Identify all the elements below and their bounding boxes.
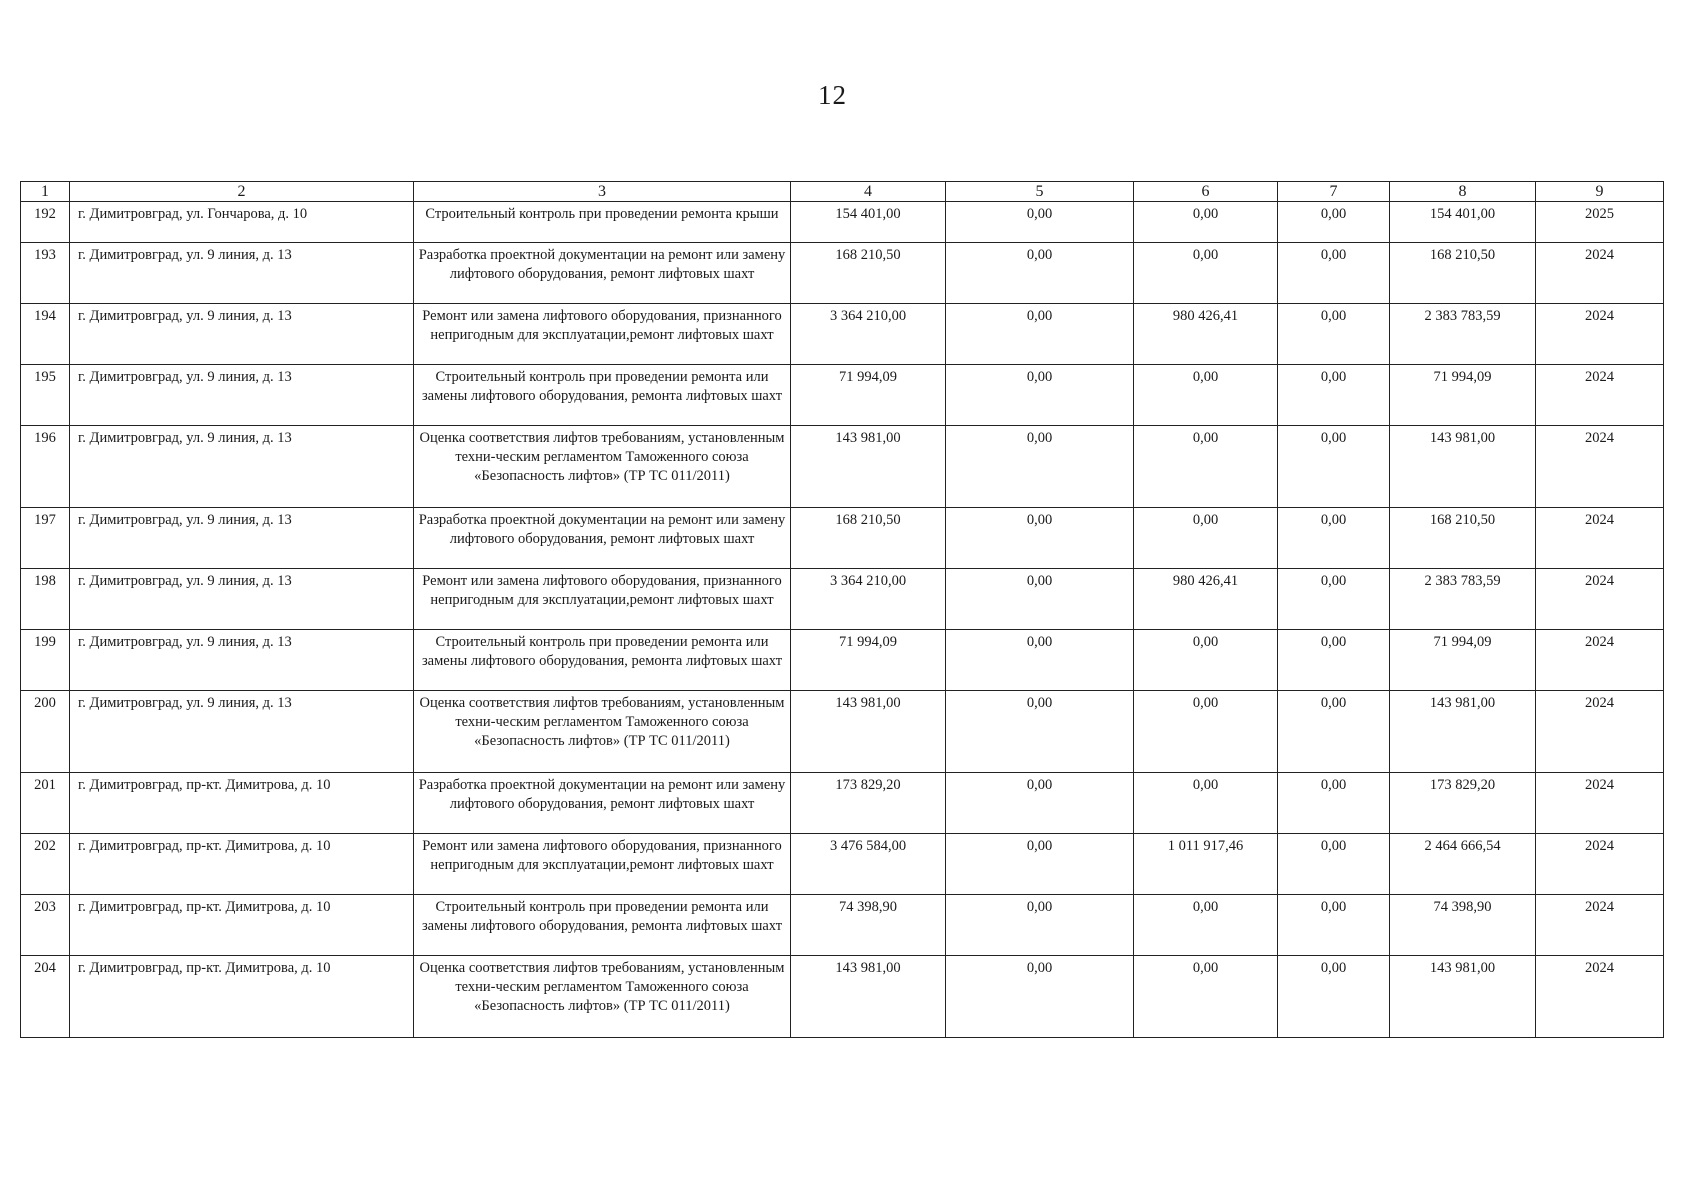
- column-number-header-row: [21, 182, 1664, 202]
- address-cell: г. Димитровград, ул. 9 линия, д. 13: [70, 630, 414, 691]
- col7-amount-cell: 0,00: [1278, 243, 1390, 304]
- col6-amount-cell: 0,00: [1134, 773, 1278, 834]
- year-cell: 2024: [1536, 508, 1664, 569]
- year-cell: 2024: [1536, 569, 1664, 630]
- total-cost-cell: 143 981,00: [791, 426, 946, 508]
- col6-amount-cell: 0,00: [1134, 365, 1278, 426]
- total-cost-cell: 168 210,50: [791, 508, 946, 569]
- table-row: [21, 895, 1664, 956]
- year-cell: 2024: [1536, 956, 1664, 1038]
- year-cell: 2024: [1536, 426, 1664, 508]
- col5-amount-cell: 0,00: [946, 365, 1134, 426]
- year-cell: 2024: [1536, 834, 1664, 895]
- row-number-cell: 201: [21, 773, 70, 834]
- col7-amount-cell: 0,00: [1278, 304, 1390, 365]
- address-cell: г. Димитровград, ул. 9 линия, д. 13: [70, 508, 414, 569]
- year-cell: 2024: [1536, 630, 1664, 691]
- address-cell: г. Димитровград, ул. Гончарова, д. 10: [70, 202, 414, 243]
- total-cost-cell: 3 364 210,00: [791, 304, 946, 365]
- address-cell: г. Димитровград, ул. 9 линия, д. 13: [70, 365, 414, 426]
- col6-amount-cell: 0,00: [1134, 202, 1278, 243]
- total-cost-cell: 168 210,50: [791, 243, 946, 304]
- address-cell: г. Димитровград, ул. 9 линия, д. 13: [70, 569, 414, 630]
- year-cell: 2024: [1536, 243, 1664, 304]
- col7-amount-cell: 0,00: [1278, 956, 1390, 1038]
- work-type-cell: Строительный контроль при проведении ремонта или замены лифтового оборудования, ремонта лифтовых шахт: [414, 895, 791, 956]
- col5-amount-cell: 0,00: [946, 426, 1134, 508]
- col8-amount-cell: 168 210,50: [1390, 243, 1536, 304]
- year-cell: 2024: [1536, 691, 1664, 773]
- row-number-cell: 202: [21, 834, 70, 895]
- page-number: 12: [818, 80, 847, 110]
- col7-amount-cell: 0,00: [1278, 895, 1390, 956]
- col8-amount-cell: 143 981,00: [1390, 956, 1536, 1038]
- column-header: 3: [414, 182, 791, 202]
- column-header: 8: [1390, 182, 1536, 202]
- col5-amount-cell: 0,00: [946, 691, 1134, 773]
- table-row: [21, 569, 1664, 630]
- row-number-cell: 200: [21, 691, 70, 773]
- column-header: 2: [70, 182, 414, 202]
- address-cell: г. Димитровград, ул. 9 линия, д. 13: [70, 426, 414, 508]
- total-cost-cell: 154 401,00: [791, 202, 946, 243]
- work-type-cell: Разработка проектной документации на ремонт или замену лифтового оборудования, ремонт лифтовых шахт: [414, 773, 791, 834]
- row-number-cell: 198: [21, 569, 70, 630]
- col5-amount-cell: 0,00: [946, 243, 1134, 304]
- col5-amount-cell: 0,00: [946, 569, 1134, 630]
- table-row: [21, 773, 1664, 834]
- col8-amount-cell: 2 383 783,59: [1390, 569, 1536, 630]
- col6-amount-cell: 0,00: [1134, 508, 1278, 569]
- col7-amount-cell: 0,00: [1278, 365, 1390, 426]
- col6-amount-cell: 980 426,41: [1134, 304, 1278, 365]
- col7-amount-cell: 0,00: [1278, 691, 1390, 773]
- col5-amount-cell: 0,00: [946, 304, 1134, 365]
- total-cost-cell: 3 476 584,00: [791, 834, 946, 895]
- table-row: [21, 426, 1664, 508]
- col7-amount-cell: 0,00: [1278, 202, 1390, 243]
- address-cell: г. Димитровград, пр-кт. Димитрова, д. 10: [70, 956, 414, 1038]
- work-type-cell: Ремонт или замена лифтового оборудования, признанного непригодным для эксплуатации,ремонт лифтовых шахт: [414, 834, 791, 895]
- table-row: [21, 630, 1664, 691]
- col6-amount-cell: 0,00: [1134, 243, 1278, 304]
- column-header: 9: [1536, 182, 1664, 202]
- table-row: [21, 956, 1664, 1038]
- table-row: [21, 365, 1664, 426]
- total-cost-cell: 173 829,20: [791, 773, 946, 834]
- col6-amount-cell: 1 011 917,46: [1134, 834, 1278, 895]
- col6-amount-cell: 0,00: [1134, 895, 1278, 956]
- year-cell: 2024: [1536, 773, 1664, 834]
- col7-amount-cell: 0,00: [1278, 508, 1390, 569]
- table-row: [21, 243, 1664, 304]
- col8-amount-cell: 74 398,90: [1390, 895, 1536, 956]
- col8-amount-cell: 2 383 783,59: [1390, 304, 1536, 365]
- address-cell: г. Димитровград, ул. 9 линия, д. 13: [70, 304, 414, 365]
- work-type-cell: Строительный контроль при проведении ремонта или замены лифтового оборудования, ремонта лифтовых шахт: [414, 365, 791, 426]
- row-number-cell: 197: [21, 508, 70, 569]
- col6-amount-cell: 0,00: [1134, 630, 1278, 691]
- col7-amount-cell: 0,00: [1278, 426, 1390, 508]
- col8-amount-cell: 154 401,00: [1390, 202, 1536, 243]
- col8-amount-cell: 143 981,00: [1390, 691, 1536, 773]
- work-type-cell: Оценка соответствия лифтов требованиям, установленным техни-ческим регламентом Таможенного союза «Безопасность лифтов» (ТР ТС 011/2011): [414, 691, 791, 773]
- work-type-cell: Оценка соответствия лифтов требованиям, установленным техни-ческим регламентом Таможенного союза «Безопасность лифтов» (ТР ТС 011/2011): [414, 426, 791, 508]
- row-number-cell: 192: [21, 202, 70, 243]
- column-header: 5: [946, 182, 1134, 202]
- work-type-cell: Ремонт или замена лифтового оборудования, признанного непригодным для эксплуатации,ремонт лифтовых шахт: [414, 569, 791, 630]
- row-number-cell: 193: [21, 243, 70, 304]
- col7-amount-cell: 0,00: [1278, 630, 1390, 691]
- col5-amount-cell: 0,00: [946, 956, 1134, 1038]
- col8-amount-cell: 2 464 666,54: [1390, 834, 1536, 895]
- col8-amount-cell: 143 981,00: [1390, 426, 1536, 508]
- col5-amount-cell: 0,00: [946, 834, 1134, 895]
- column-header: 1: [21, 182, 70, 202]
- works-table: [20, 181, 1664, 1038]
- col6-amount-cell: 0,00: [1134, 426, 1278, 508]
- col8-amount-cell: 71 994,09: [1390, 630, 1536, 691]
- column-header: 6: [1134, 182, 1278, 202]
- column-header: 4: [791, 182, 946, 202]
- total-cost-cell: 71 994,09: [791, 630, 946, 691]
- col8-amount-cell: 173 829,20: [1390, 773, 1536, 834]
- total-cost-cell: 143 981,00: [791, 956, 946, 1038]
- address-cell: г. Димитровград, ул. 9 линия, д. 13: [70, 243, 414, 304]
- work-type-cell: Ремонт или замена лифтового оборудования, признанного непригодным для эксплуатации,ремонт лифтовых шахт: [414, 304, 791, 365]
- total-cost-cell: 74 398,90: [791, 895, 946, 956]
- total-cost-cell: 3 364 210,00: [791, 569, 946, 630]
- year-cell: 2024: [1536, 304, 1664, 365]
- work-type-cell: Строительный контроль при проведении ремонта крыши: [414, 202, 791, 243]
- table-row: [21, 508, 1664, 569]
- col7-amount-cell: 0,00: [1278, 834, 1390, 895]
- table-row: [21, 304, 1664, 365]
- address-cell: г. Димитровград, пр-кт. Димитрова, д. 10: [70, 834, 414, 895]
- col7-amount-cell: 0,00: [1278, 569, 1390, 630]
- col5-amount-cell: 0,00: [946, 202, 1134, 243]
- col6-amount-cell: 0,00: [1134, 956, 1278, 1038]
- year-cell: 2024: [1536, 895, 1664, 956]
- address-cell: г. Димитровград, пр-кт. Димитрова, д. 10: [70, 895, 414, 956]
- col7-amount-cell: 0,00: [1278, 773, 1390, 834]
- work-type-cell: Оценка соответствия лифтов требованиям, установленным техни-ческим регламентом Таможенного союза «Безопасность лифтов» (ТР ТС 011/2011): [414, 956, 791, 1038]
- col8-amount-cell: 168 210,50: [1390, 508, 1536, 569]
- table-row: [21, 691, 1664, 773]
- column-header: 7: [1278, 182, 1390, 202]
- row-number-cell: 194: [21, 304, 70, 365]
- table-row: [21, 202, 1664, 243]
- col5-amount-cell: 0,00: [946, 508, 1134, 569]
- year-cell: 2025: [1536, 202, 1664, 243]
- col6-amount-cell: 980 426,41: [1134, 569, 1278, 630]
- total-cost-cell: 71 994,09: [791, 365, 946, 426]
- col5-amount-cell: 0,00: [946, 773, 1134, 834]
- col5-amount-cell: 0,00: [946, 895, 1134, 956]
- year-cell: 2024: [1536, 365, 1664, 426]
- row-number-cell: 203: [21, 895, 70, 956]
- address-cell: г. Димитровград, ул. 9 линия, д. 13: [70, 691, 414, 773]
- col5-amount-cell: 0,00: [946, 630, 1134, 691]
- work-type-cell: Разработка проектной документации на ремонт или замену лифтового оборудования, ремонт лифтовых шахт: [414, 243, 791, 304]
- row-number-cell: 204: [21, 956, 70, 1038]
- row-number-cell: 199: [21, 630, 70, 691]
- total-cost-cell: 143 981,00: [791, 691, 946, 773]
- table-row: [21, 834, 1664, 895]
- row-number-cell: 196: [21, 426, 70, 508]
- row-number-cell: 195: [21, 365, 70, 426]
- col8-amount-cell: 71 994,09: [1390, 365, 1536, 426]
- work-type-cell: Строительный контроль при проведении ремонта или замены лифтового оборудования, ремонта лифтовых шахт: [414, 630, 791, 691]
- work-type-cell: Разработка проектной документации на ремонт или замену лифтового оборудования, ремонт лифтовых шахт: [414, 508, 791, 569]
- address-cell: г. Димитровград, пр-кт. Димитрова, д. 10: [70, 773, 414, 834]
- col6-amount-cell: 0,00: [1134, 691, 1278, 773]
- table-body: [21, 182, 1664, 1038]
